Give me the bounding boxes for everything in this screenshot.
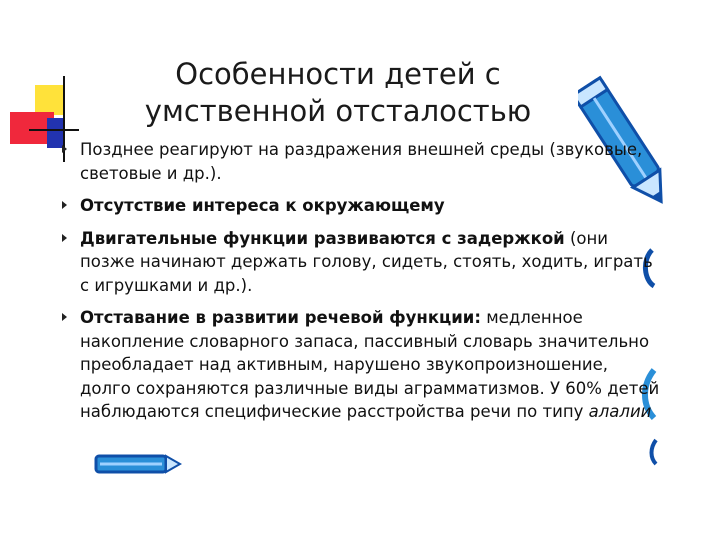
bullet-icon [62, 145, 67, 153]
pencil-icon [92, 450, 182, 476]
list-item [62, 194, 662, 218]
slide-title: Особенности детей с умственной отсталостью [144, 57, 532, 128]
list-item [62, 306, 662, 424]
item-text: Позднее реагируют на раздражения внешней среды (звуковые, световые и др.). [80, 140, 643, 183]
item-bold-text: Отсутствие интереса к окружающему [80, 196, 445, 215]
bullet-list [62, 138, 662, 433]
item-bold-text: Двигательные функции развиваются с задержкой [80, 228, 565, 248]
item-italic-text: алалии [588, 402, 652, 421]
item-text: (они позже начинают держать голову, сидеть, стоять, ходить, играть с игрушками и др.). [80, 228, 653, 295]
list-item [62, 227, 662, 298]
list-item [62, 138, 662, 185]
item-text: медленное накопление словарного запаса, пассивный словарь значительно преобладает над активным, нарушено звукопроизношение, долго сохраняются различные виды аграмматизмов. У 60% детей наблюдаются специфические расстройства речи по типу [80, 308, 660, 421]
decor-line-horizontal [29, 129, 79, 131]
item-bold-text: Отставание в развитии речевой функции: [80, 308, 481, 327]
bullet-icon [62, 313, 67, 321]
bullet-icon [62, 201, 67, 209]
decor-square-yellow [35, 85, 63, 115]
bullet-icon [62, 234, 67, 242]
